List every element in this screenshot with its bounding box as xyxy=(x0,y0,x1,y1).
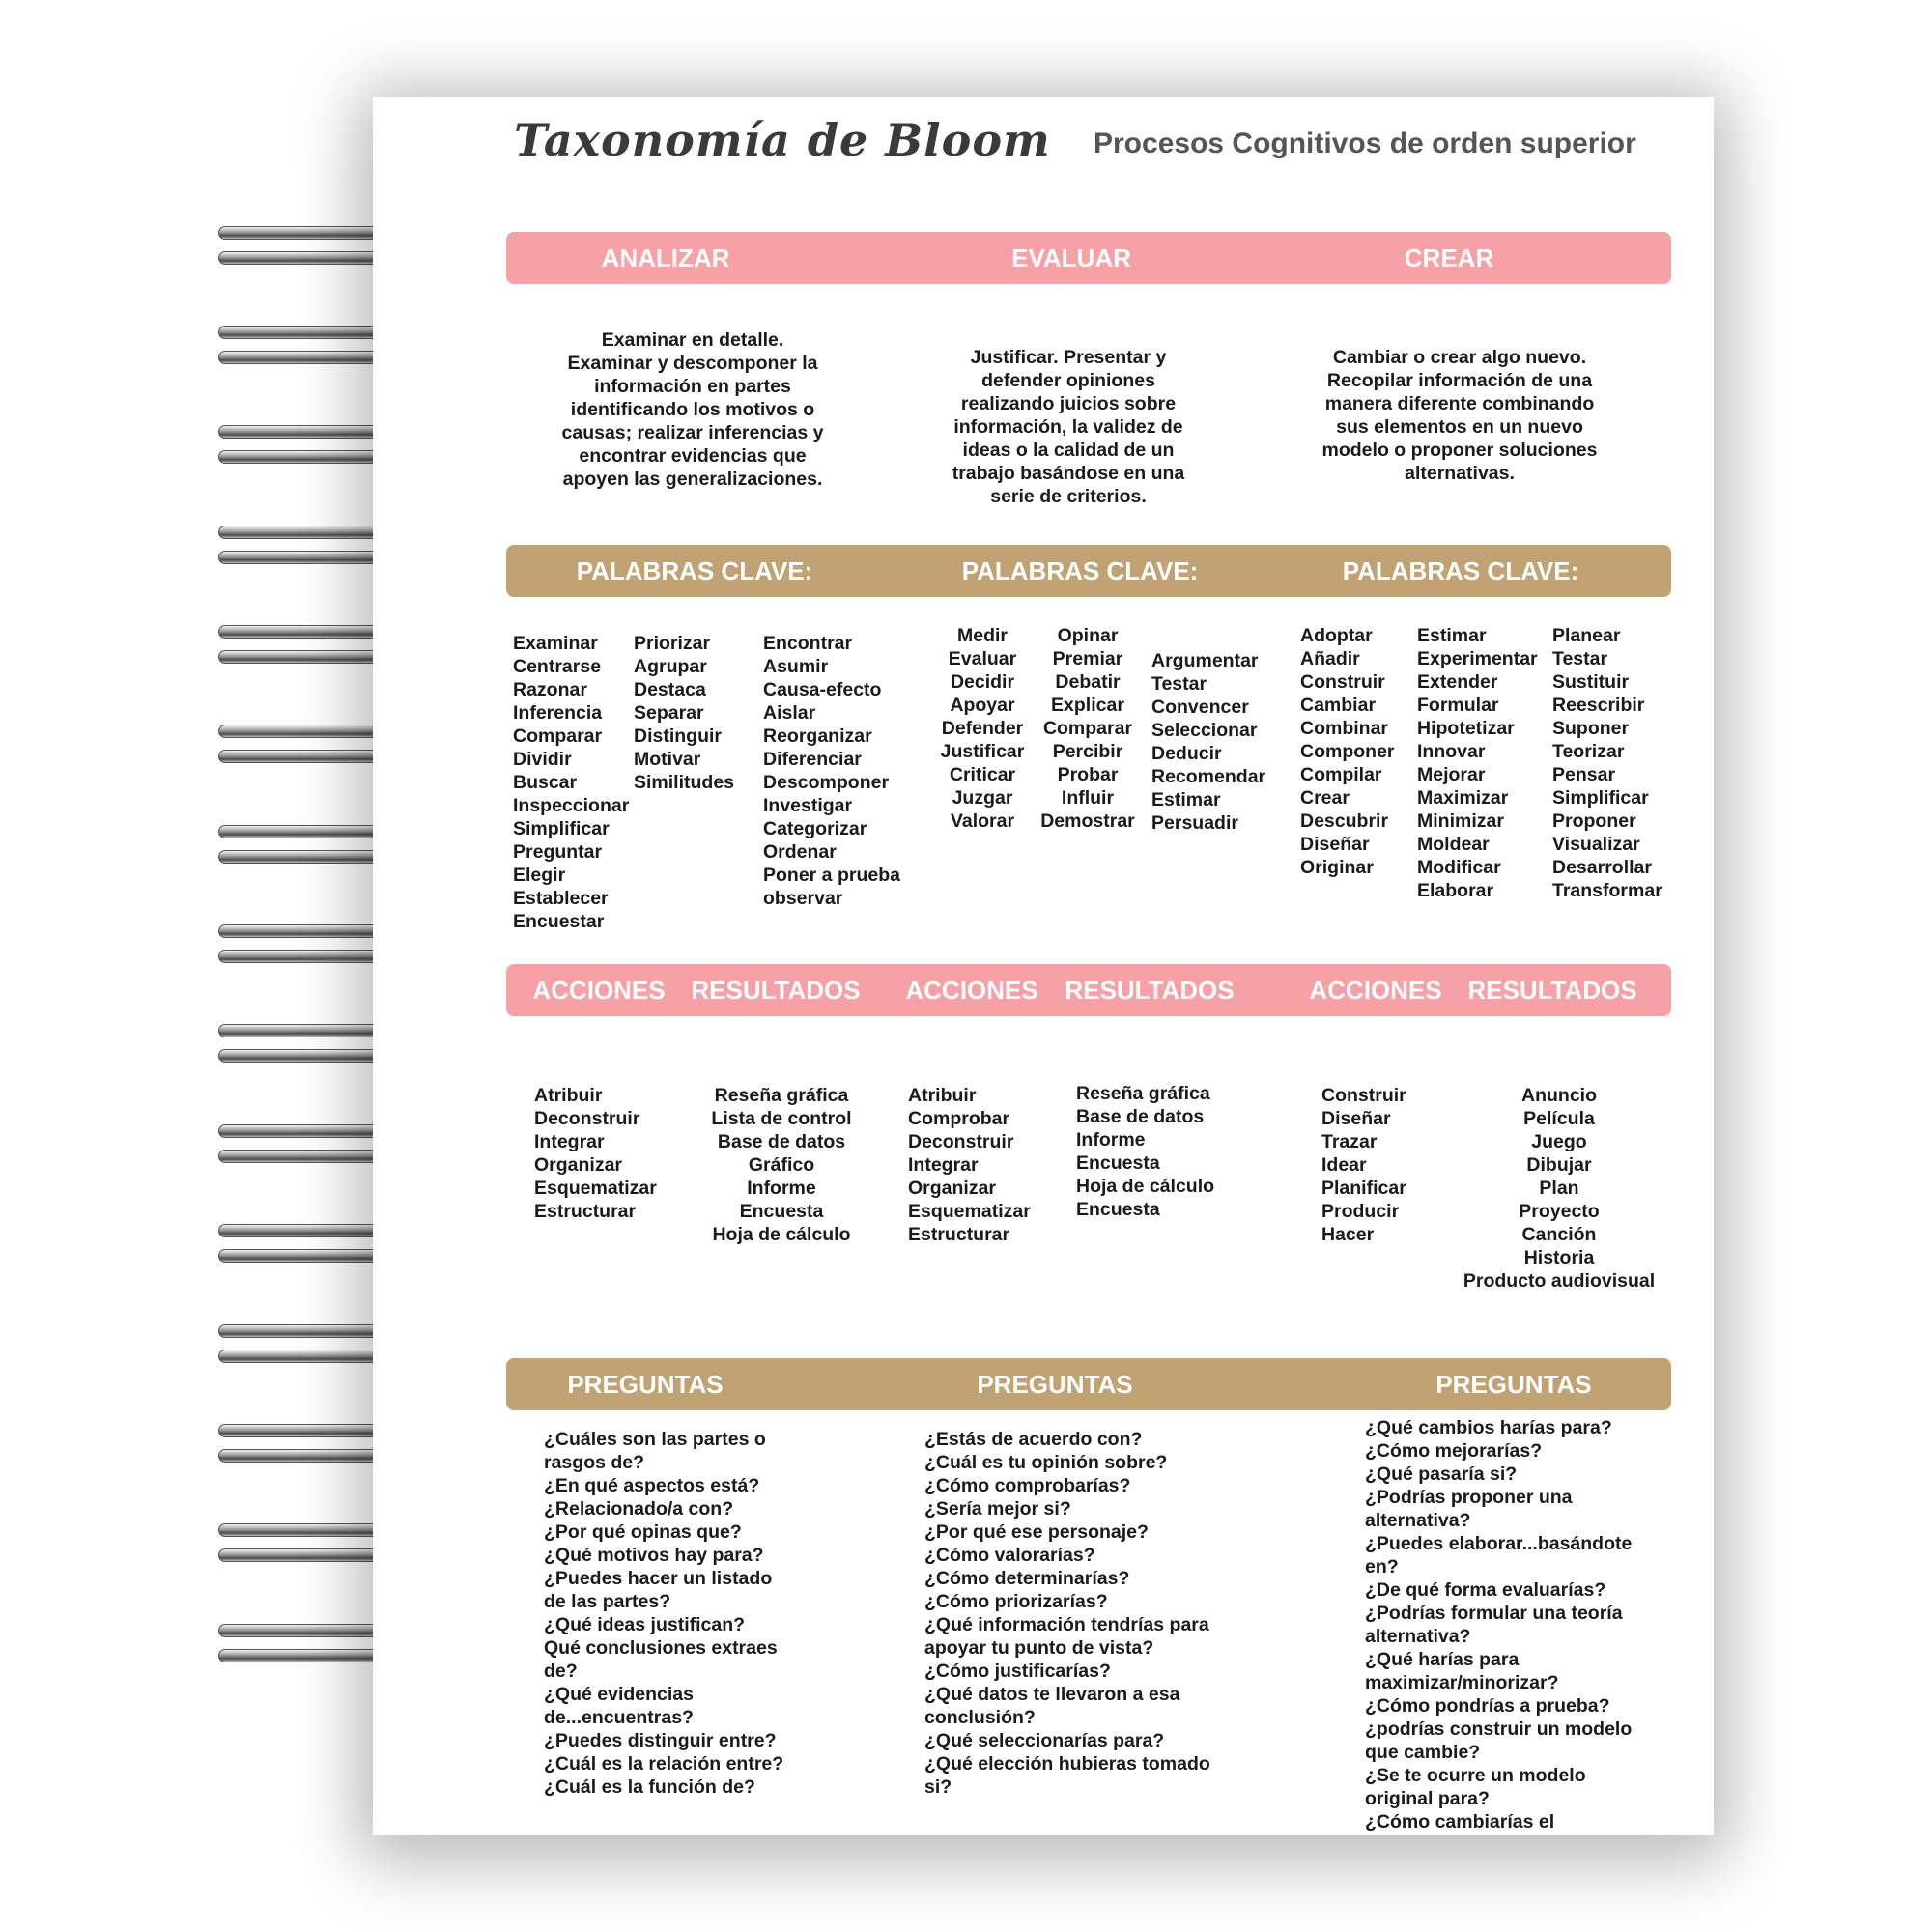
accion-item: Producir xyxy=(1321,1201,1400,1222)
keyword-item: Hipotetizar xyxy=(1417,718,1515,739)
pregunta-item: ¿Qué seleccionarías para? xyxy=(924,1730,1165,1751)
keyword-item: Crear xyxy=(1300,787,1350,809)
accion-item: Esquematizar xyxy=(908,1201,1031,1222)
pregunta-item: ¿Qué motivos hay para? xyxy=(544,1545,764,1566)
keywords-analizar-col3 xyxy=(763,632,900,910)
pregunta-item: ¿Qué ideas justifican? xyxy=(544,1614,746,1635)
keyword-item: Elegir xyxy=(513,865,566,886)
resultado-item: Juego xyxy=(1531,1131,1587,1152)
keywords-label-analizar: PALABRAS CLAVE: xyxy=(576,556,813,585)
keyword-item: Dividir xyxy=(513,749,572,770)
keywords-label-crear: PALABRAS CLAVE: xyxy=(1342,556,1579,585)
acciones-label-evaluar: ACCIONES xyxy=(905,976,1038,1005)
keyword-item: Encontrar xyxy=(763,633,853,654)
keyword-item: Decidir xyxy=(950,671,1015,693)
keyword-item: Pensar xyxy=(1552,764,1616,785)
accion-item: Organizar xyxy=(534,1154,623,1176)
acciones-resultados-band xyxy=(506,964,1671,1016)
keyword-item: Experimentar xyxy=(1417,648,1538,669)
keyword-item: Separar xyxy=(634,702,704,724)
pregunta-item: ¿Qué información tendrías para apoyar tu punto de vista? xyxy=(924,1614,1209,1659)
keyword-item: Inspeccionar xyxy=(513,795,630,816)
keyword-item: Inferencia xyxy=(513,702,603,724)
category-crear: CREAR xyxy=(1404,243,1494,272)
keyword-item: Moldear xyxy=(1417,834,1490,855)
resultado-item: Gráfico xyxy=(748,1154,815,1176)
keyword-item: Reorganizar xyxy=(763,725,872,747)
pregunta-item: ¿Puedes hacer un listado de las partes? xyxy=(544,1568,773,1612)
resultado-item: Hoja de cálculo xyxy=(1076,1176,1215,1197)
accion-item: Organizar xyxy=(908,1178,997,1199)
keyword-item: Innovar xyxy=(1417,741,1486,762)
preguntas-evaluar xyxy=(924,1428,1214,1799)
keyword-item: Buscar xyxy=(513,772,578,793)
resultados-label-analizar: RESULTADOS xyxy=(691,976,861,1005)
keyword-item: Comparar xyxy=(1042,718,1133,739)
keyword-item: Estimar xyxy=(1151,789,1221,810)
keywords-analizar-col1 xyxy=(513,632,629,933)
pregunta-item: ¿Cómo justificarías? xyxy=(924,1661,1111,1682)
keyword-item: Suponer xyxy=(1552,718,1630,739)
accion-item: Diseñar xyxy=(1321,1108,1391,1129)
keyword-item: Persuadir xyxy=(1151,812,1238,834)
resultados-evaluar xyxy=(1076,1082,1214,1221)
keyword-item: Diseñar xyxy=(1300,834,1370,855)
keyword-item: Valorar xyxy=(950,810,1015,832)
keyword-item: Mejorar xyxy=(1417,764,1486,785)
keyword-item: Demostrar xyxy=(1040,810,1135,832)
pregunta-item: ¿Cuáles son las partes o rasgos de? xyxy=(544,1429,766,1473)
keyword-item: Seleccionar xyxy=(1151,720,1258,741)
keyword-item: Premiar xyxy=(1052,648,1123,669)
resultado-item: Canción xyxy=(1521,1224,1597,1245)
keyword-item: Ordenar xyxy=(763,841,837,863)
resultados-label-evaluar: RESULTADOS xyxy=(1065,976,1235,1005)
acciones-label-crear: ACCIONES xyxy=(1309,976,1442,1005)
keyword-item: Maximizar xyxy=(1417,787,1509,809)
pregunta-item: ¿Qué datos te llevaron a esa conclusión? xyxy=(924,1684,1180,1728)
page-title: Taxonomía de Bloom xyxy=(514,114,1051,166)
keywords-analizar-col2 xyxy=(634,632,734,794)
resultado-item: Reseña gráfica xyxy=(714,1085,849,1106)
resultado-item: Reseña gráfica xyxy=(1076,1083,1210,1104)
description-crear: Cambiar o crear algo nuevo. Recopilar información de una manera diferente combinando sus elementos en un nuevo modelo o proponer soluciones alternativas. xyxy=(1321,347,1598,484)
keyword-item: Testar xyxy=(1552,648,1608,669)
accion-item: Hacer xyxy=(1321,1224,1375,1245)
keyword-item: Motivar xyxy=(634,749,701,770)
preguntas-label-analizar: PREGUNTAS xyxy=(567,1370,724,1399)
pregunta-item: ¿Qué elección hubieras tomado si? xyxy=(924,1753,1210,1798)
pregunta-item: ¿Podrías formular una teoría alternativa? xyxy=(1365,1603,1623,1647)
pregunta-item: ¿Por qué ese personaje? xyxy=(924,1521,1149,1543)
keyword-item: Minimizar xyxy=(1417,810,1504,832)
accion-item: Planificar xyxy=(1321,1178,1406,1199)
pregunta-item: ¿Puedes distinguir entre? xyxy=(544,1730,777,1751)
keywords-crear-col2 xyxy=(1417,624,1538,902)
keyword-item: Teorizar xyxy=(1552,741,1625,762)
pregunta-item: ¿Relacionado/a con? xyxy=(544,1498,734,1520)
acciones-label-analizar: ACCIONES xyxy=(532,976,666,1005)
keyword-item: Priorizar xyxy=(634,633,711,654)
keyword-item: Establecer xyxy=(513,888,609,909)
pregunta-item: ¿Qué evidencias de...encuentras? xyxy=(544,1684,694,1728)
accion-item: Comprobar xyxy=(908,1108,1010,1129)
resultados-crear xyxy=(1451,1084,1667,1293)
keyword-item: Testar xyxy=(1151,673,1208,695)
resultado-item: Informe xyxy=(1076,1129,1146,1151)
resultado-item: Hoja de cálculo xyxy=(712,1224,851,1245)
preguntas-crear xyxy=(1365,1416,1655,1833)
pregunta-item: ¿Cómo determinarías? xyxy=(924,1568,1130,1589)
accion-item: Estructurar xyxy=(908,1224,1010,1245)
keywords-label-evaluar: PALABRAS CLAVE: xyxy=(961,556,1199,585)
resultado-item: Encuesta xyxy=(1076,1199,1160,1220)
keyword-item: Combinar xyxy=(1300,718,1389,739)
accion-item: Estructurar xyxy=(534,1201,637,1222)
acciones-analizar xyxy=(534,1084,657,1223)
resultado-item: Anuncio xyxy=(1521,1085,1597,1106)
resultado-item: Proyecto xyxy=(1519,1201,1600,1222)
pregunta-item: Qué conclusiones extraes de? xyxy=(544,1637,778,1682)
keyword-item: Examinar xyxy=(513,633,598,654)
accion-item: Atribuir xyxy=(908,1085,977,1106)
resultado-item: Plan xyxy=(1539,1178,1579,1199)
keyword-item: Sustituir xyxy=(1552,671,1630,693)
keyword-item: Planear xyxy=(1552,625,1621,646)
keyword-item: Aislar xyxy=(763,702,816,724)
keyword-item: Similitudes xyxy=(634,772,735,793)
preguntas-band xyxy=(506,1358,1671,1410)
keyword-item: Poner a prueba xyxy=(763,865,900,886)
keyword-item: Defender xyxy=(941,718,1024,739)
resultado-item: Lista de control xyxy=(711,1108,852,1129)
accion-item: Atribuir xyxy=(534,1085,603,1106)
pregunta-item: ¿Cómo mejorarías? xyxy=(1365,1440,1543,1462)
keyword-item: Preguntar xyxy=(513,841,603,863)
keywords-crear-col3 xyxy=(1552,624,1662,902)
description-evaluar: Justificar. Presentar y defender opiniones realizando juicios sobre información, la validez de ideas o la calidad de un trabajo basándose en una serie de criterios. xyxy=(952,347,1185,507)
preguntas-analizar xyxy=(544,1428,793,1799)
pregunta-item: ¿Cuál es la relación entre? xyxy=(544,1753,784,1775)
keyword-item: Modificar xyxy=(1417,857,1501,878)
pregunta-item: ¿Se te ocurre un modelo original para? xyxy=(1365,1765,1586,1809)
pregunta-item: ¿Cómo priorizarías? xyxy=(924,1591,1108,1612)
keyword-item: Estimar xyxy=(1417,625,1487,646)
pregunta-item: ¿Sería mejor si? xyxy=(924,1498,1071,1520)
keyword-item: Extender xyxy=(1417,671,1498,693)
acciones-evaluar xyxy=(908,1084,1031,1246)
keyword-item: Transformar xyxy=(1552,880,1662,901)
keyword-item: Adoptar xyxy=(1300,625,1373,646)
accion-item: Idear xyxy=(1321,1154,1367,1176)
keywords-evaluar-col3 xyxy=(1151,649,1265,835)
pregunta-item: ¿De qué forma evaluarías? xyxy=(1365,1579,1606,1601)
category-band xyxy=(506,232,1671,284)
resultado-item: Base de datos xyxy=(717,1131,846,1152)
keyword-item: Criticar xyxy=(949,764,1016,785)
keyword-item: Descomponer xyxy=(763,772,890,793)
keyword-item: Categorizar xyxy=(763,818,867,839)
pregunta-item: ¿Cuál es tu opinión sobre? xyxy=(924,1452,1168,1473)
pregunta-item: ¿Cuál es la función de? xyxy=(544,1776,755,1798)
keyword-item: Desarrollar xyxy=(1552,857,1652,878)
pregunta-item: ¿Qué pasaría si? xyxy=(1365,1463,1518,1485)
resultado-item: Historia xyxy=(1523,1247,1595,1268)
keywords-band xyxy=(506,545,1671,597)
accion-item: Construir xyxy=(1321,1085,1406,1106)
resultado-item: Informe xyxy=(747,1178,816,1199)
keyword-item: Cambiar xyxy=(1300,695,1377,716)
keyword-item: Destaca xyxy=(634,679,706,700)
keyword-item: Probar xyxy=(1057,764,1119,785)
keyword-item: Recomendar xyxy=(1151,766,1266,787)
resultado-item: Encuesta xyxy=(739,1201,824,1222)
preguntas-label-crear: PREGUNTAS xyxy=(1435,1370,1592,1399)
pregunta-item: ¿Cómo pondrías a prueba? xyxy=(1365,1695,1610,1717)
keyword-item: Apoyar xyxy=(950,695,1015,716)
keyword-item: Componer xyxy=(1300,741,1395,762)
keyword-item: Evaluar xyxy=(948,648,1017,669)
keyword-item: Compilar xyxy=(1300,764,1382,785)
keyword-item: Formular xyxy=(1417,695,1499,716)
keyword-item: Encuestar xyxy=(513,911,605,932)
keyword-item: Medir xyxy=(956,625,1008,646)
keyword-item: Proponer xyxy=(1552,810,1636,832)
pregunta-item: ¿Qué harías para maximizar/minorizar? xyxy=(1365,1649,1559,1693)
pregunta-item: ¿En qué aspectos está? xyxy=(544,1475,760,1496)
resultado-item: Producto audiovisual xyxy=(1463,1270,1656,1292)
category-analizar: ANALIZAR xyxy=(601,243,730,272)
keyword-item: Originar xyxy=(1300,857,1374,878)
keywords-evaluar-col1 xyxy=(939,624,1026,833)
accion-item: Trazar xyxy=(1321,1131,1378,1152)
keywords-crear-col1 xyxy=(1300,624,1395,879)
pregunta-item: ¿Cómo valorarías? xyxy=(924,1545,1095,1566)
keyword-item: Investigar xyxy=(763,795,853,816)
keyword-item: Causa-efecto xyxy=(763,679,882,700)
keyword-item: Influir xyxy=(1061,787,1115,809)
keyword-item: Convencer xyxy=(1151,696,1249,718)
resultado-item: Base de datos xyxy=(1076,1106,1205,1127)
accion-item: Esquematizar xyxy=(534,1178,657,1199)
keyword-item: Asumir xyxy=(763,656,829,677)
keywords-evaluar-col2 xyxy=(1039,624,1136,833)
keyword-item: Razonar xyxy=(513,679,587,700)
keyword-item: Percibir xyxy=(1052,741,1123,762)
keyword-item: Opinar xyxy=(1057,625,1119,646)
pregunta-item: ¿Cómo cambiarías el xyxy=(1365,1811,1555,1833)
accion-item: Deconstruir xyxy=(534,1108,640,1129)
keyword-item: Juzgar xyxy=(952,787,1013,809)
acciones-crear xyxy=(1321,1084,1406,1246)
page-subtitle: Procesos Cognitivos de orden superior xyxy=(1094,128,1636,159)
preguntas-label-evaluar: PREGUNTAS xyxy=(977,1370,1133,1399)
keyword-item: Explicar xyxy=(1051,695,1124,716)
pregunta-item: ¿Qué cambios harías para? xyxy=(1365,1417,1612,1438)
accion-item: Integrar xyxy=(534,1131,605,1152)
accion-item: Integrar xyxy=(908,1154,979,1176)
description-analizar: Examinar en detalle. Examinar y descomponer la información en partes identificando los motivos o causas; realizar inferencias y encontrar evidencias que apoyen las generalizaciones. xyxy=(561,329,824,490)
resultados-label-crear: RESULTADOS xyxy=(1467,976,1637,1005)
keyword-item: Simplificar xyxy=(513,818,610,839)
pregunta-item: ¿Estás de acuerdo con? xyxy=(924,1429,1143,1450)
keyword-item: Elaborar xyxy=(1417,880,1494,901)
category-evaluar: EVALUAR xyxy=(1011,243,1131,272)
resultado-item: Película xyxy=(1523,1108,1595,1129)
keyword-item: Añadir xyxy=(1300,648,1360,669)
pregunta-item: ¿Cómo comprobarías? xyxy=(924,1475,1131,1496)
keyword-item: Justificar xyxy=(940,741,1025,762)
accion-item: Deconstruir xyxy=(908,1131,1014,1152)
keyword-item: Diferenciar xyxy=(763,749,862,770)
resultado-item: Encuesta xyxy=(1076,1152,1160,1174)
keyword-item: Reescribir xyxy=(1552,695,1645,716)
pregunta-item: ¿Puedes elaborar...basándote en? xyxy=(1365,1533,1633,1577)
keyword-item: Agrupar xyxy=(634,656,707,677)
keyword-item: Comparar xyxy=(513,725,603,747)
keyword-item: observar xyxy=(763,888,843,909)
pregunta-item: ¿Podrías proponer una alternativa? xyxy=(1365,1487,1573,1531)
keyword-item: Distinguir xyxy=(634,725,722,747)
keyword-item: Argumentar xyxy=(1151,650,1259,671)
keyword-item: Visualizar xyxy=(1552,834,1640,855)
keyword-item: Centrarse xyxy=(513,656,602,677)
resultado-item: Dibujar xyxy=(1526,1154,1592,1176)
keyword-item: Debatir xyxy=(1055,671,1121,693)
keyword-item: Deducir xyxy=(1151,743,1222,764)
keyword-item: Simplificar xyxy=(1552,787,1649,809)
pregunta-item: ¿podrías construir un modelo que cambie? xyxy=(1365,1719,1633,1763)
pregunta-item: ¿Por qué opinas que? xyxy=(544,1521,742,1543)
keyword-item: Descubrir xyxy=(1300,810,1389,832)
keyword-item: Construir xyxy=(1300,671,1385,693)
resultados-analizar xyxy=(696,1084,867,1246)
